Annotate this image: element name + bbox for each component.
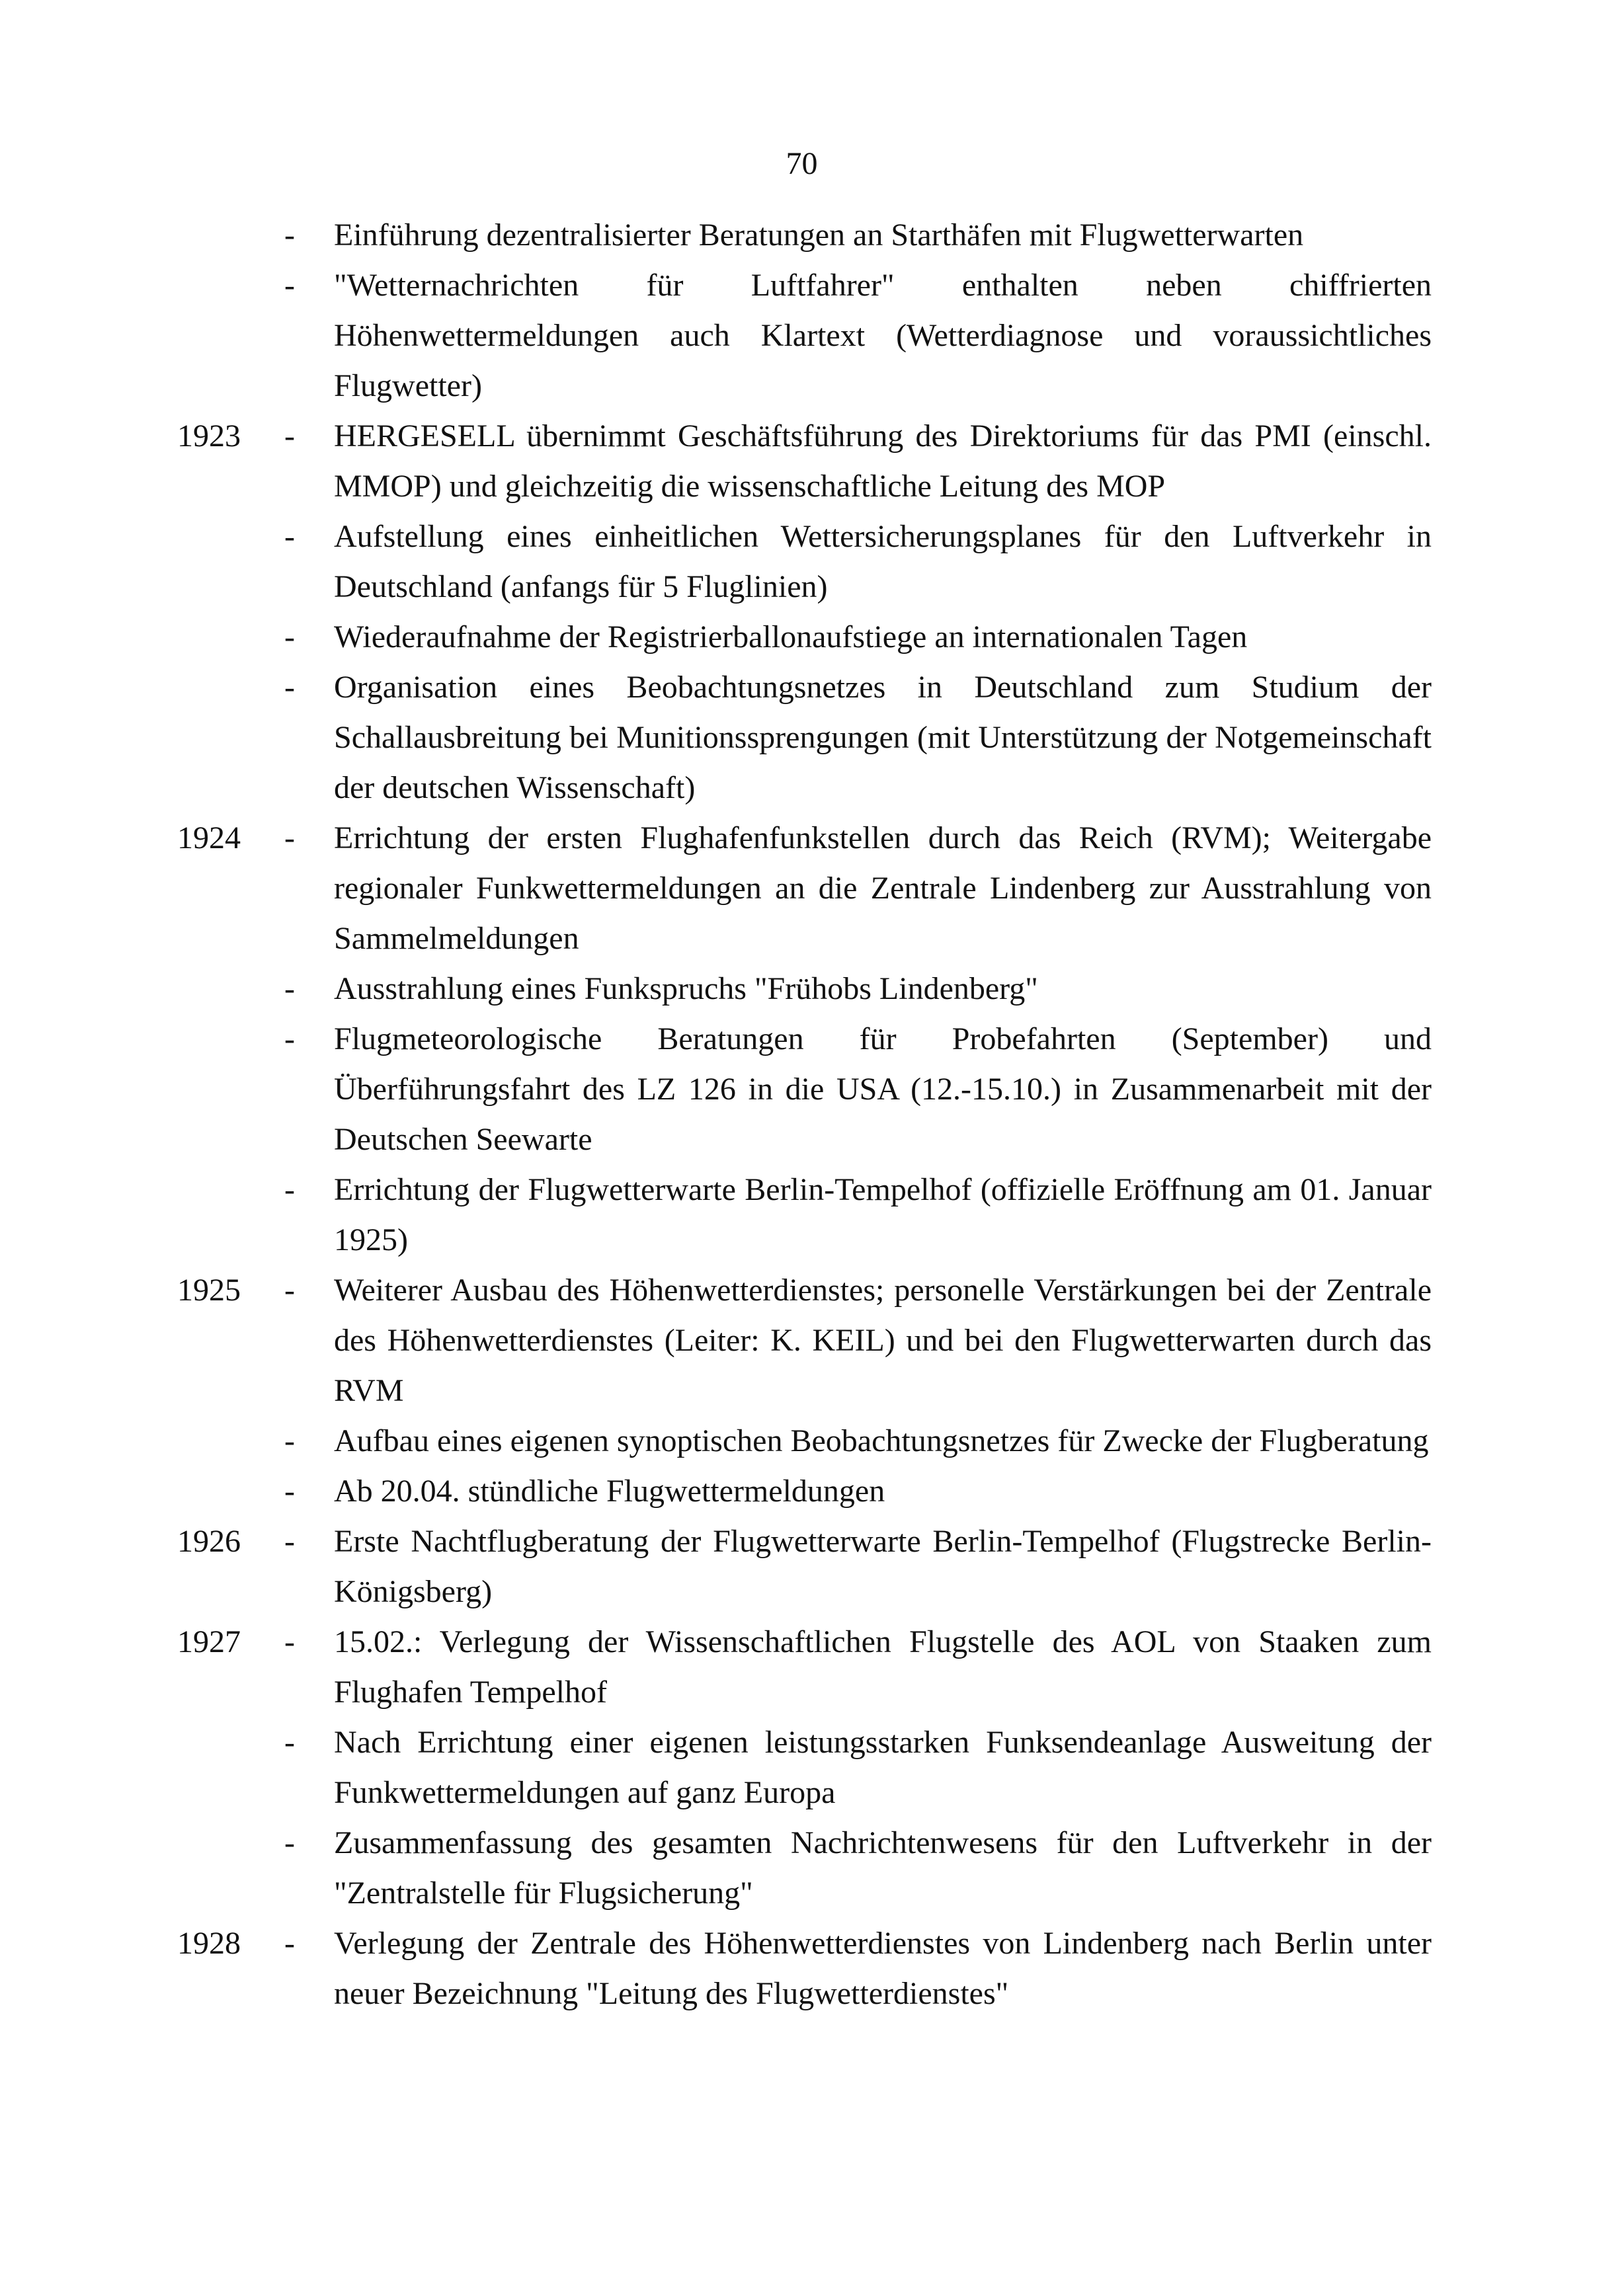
entry-dash: -: [284, 1423, 295, 1458]
entry-dash: -: [284, 1172, 295, 1207]
chronology-entry: [0, 964, 1624, 1014]
entry-text: "Wetternachrichten für Luftfahrer" enthalten neben chiffrierten Höhenwettermeldungen auch Klartext (Wetterdiagnose und voraussichtliches Flugwetter): [334, 268, 1432, 403]
entry-dash: -: [284, 1524, 295, 1559]
chronology-entry: [0, 813, 1624, 964]
chronology-entry: [0, 210, 1624, 260]
entry-dash: -: [284, 1474, 295, 1509]
entry-dash: -: [284, 1825, 295, 1860]
chronology-entry: [0, 612, 1624, 662]
entry-year: 1924: [177, 820, 241, 855]
entry-text: Wiederaufnahme der Registrierballonaufstiege an internationalen Tagen: [334, 619, 1248, 654]
entry-dash: -: [284, 268, 295, 303]
chronology-entry: [0, 1265, 1624, 1416]
entry-text: Ab 20.04. stündliche Flugwettermeldungen: [334, 1474, 885, 1509]
chronology-entry: [0, 1014, 1624, 1165]
chronology-list: [0, 210, 1624, 2019]
chronology-entry: [0, 662, 1624, 813]
entry-dash: -: [284, 619, 295, 654]
entry-dash: -: [284, 1624, 295, 1659]
entry-dash: -: [284, 1273, 295, 1308]
chronology-entry: [0, 411, 1624, 512]
entry-dash: -: [284, 519, 295, 554]
entry-text: Aufstellung eines einheitlichen Wettersicherungsplanes für den Luftverkehr in Deutschland (anfangs für 5 Fluglinien): [334, 519, 1432, 604]
entry-text: HERGESELL übernimmt Geschäftsführung des Direktoriums für das PMI (einschl. MMOP) und gleichzeitig die wissenschaftliche Leitung des MOP: [334, 418, 1432, 504]
entry-year: 1925: [177, 1273, 241, 1308]
entry-text: 15.02.: Verlegung der Wissenschaftlichen Flugstelle des AOL von Staaken zum Flughafen Tempelhof: [334, 1624, 1432, 1710]
entry-text: Nach Errichtung einer eigenen leistungsstarken Funksendeanlage Ausweitung der Funkwettermeldungen auf ganz Europa: [334, 1725, 1432, 1810]
entry-dash: -: [284, 1021, 295, 1056]
page-number: 70: [786, 146, 818, 181]
chronology-entry: [0, 512, 1624, 612]
entry-dash: -: [284, 670, 295, 705]
entry-text: Aufbau eines eigenen synoptischen Beobachtungsnetzes für Zwecke der Flugberatung: [334, 1423, 1429, 1458]
entry-text: Weiterer Ausbau des Höhenwetterdienstes; personelle Verstärkungen bei der Zentrale des Höhenwetterdienstes (Leiter: K. KEIL) und bei den Flugwetterwarten durch das RVM: [334, 1273, 1432, 1408]
entry-year: 1927: [177, 1624, 241, 1659]
chronology-entry: [0, 1617, 1624, 1718]
chronology-entry: [0, 1466, 1624, 1517]
entry-dash: -: [284, 1926, 295, 1961]
entry-text: Einführung dezentralisierter Beratungen an Starthäfen mit Flugwetterwarten: [334, 218, 1304, 253]
entry-text: Erste Nachtflugberatung der Flugwetterwarte Berlin-Tempelhof (Flugstrecke Berlin-Königsberg): [334, 1524, 1432, 1609]
entry-year: 1923: [177, 418, 241, 454]
chronology-entry: [0, 1919, 1624, 2019]
entry-dash: -: [284, 971, 295, 1006]
entry-text: Zusammenfassung des gesamten Nachrichtenwesens für den Luftverkehr in der "Zentralstelle für Flugsicherung": [334, 1825, 1432, 1911]
entry-dash: -: [284, 418, 295, 454]
entry-text: Flugmeteorologische Beratungen für Probefahrten (September) und Überführungsfahrt des LZ 126 in die USA (12.-15.10.) in Zusammenarbeit mit der Deutschen Seewarte: [334, 1021, 1432, 1157]
chronology-entry: [0, 1416, 1624, 1466]
chronology-entry: [0, 260, 1624, 411]
entry-year: 1928: [177, 1926, 241, 1961]
entry-text: Organisation eines Beobachtungsnetzes in Deutschland zum Studium der Schallausbreitung bei Munitionssprengungen (mit Unterstützung der Notgemeinschaft der deutschen Wissenschaft): [334, 670, 1432, 805]
entry-dash: -: [284, 820, 295, 855]
entry-dash: -: [284, 218, 295, 253]
entry-text: Errichtung der ersten Flughafenfunkstellen durch das Reich (RVM); Weitergabe regionaler Funkwettermeldungen an die Zentrale Lindenberg zur Ausstrahlung von Sammelmeldungen: [334, 820, 1432, 956]
chronology-entry: [0, 1818, 1624, 1919]
chronology-entry: [0, 1165, 1624, 1265]
entry-text: Verlegung der Zentrale des Höhenwetterdienstes von Lindenberg nach Berlin unter neuer Bezeichnung "Leitung des Flugwetterdienstes": [334, 1926, 1432, 2011]
entry-text: Ausstrahlung eines Funkspruchs "Frühobs Lindenberg": [334, 971, 1038, 1006]
chronology-entry: [0, 1517, 1624, 1617]
chronology-entry: [0, 1718, 1624, 1818]
entry-year: 1926: [177, 1524, 241, 1559]
entry-dash: -: [284, 1725, 295, 1760]
entry-text: Errichtung der Flugwetterwarte Berlin-Tempelhof (offizielle Eröffnung am 01. Januar 1925): [334, 1172, 1432, 1257]
